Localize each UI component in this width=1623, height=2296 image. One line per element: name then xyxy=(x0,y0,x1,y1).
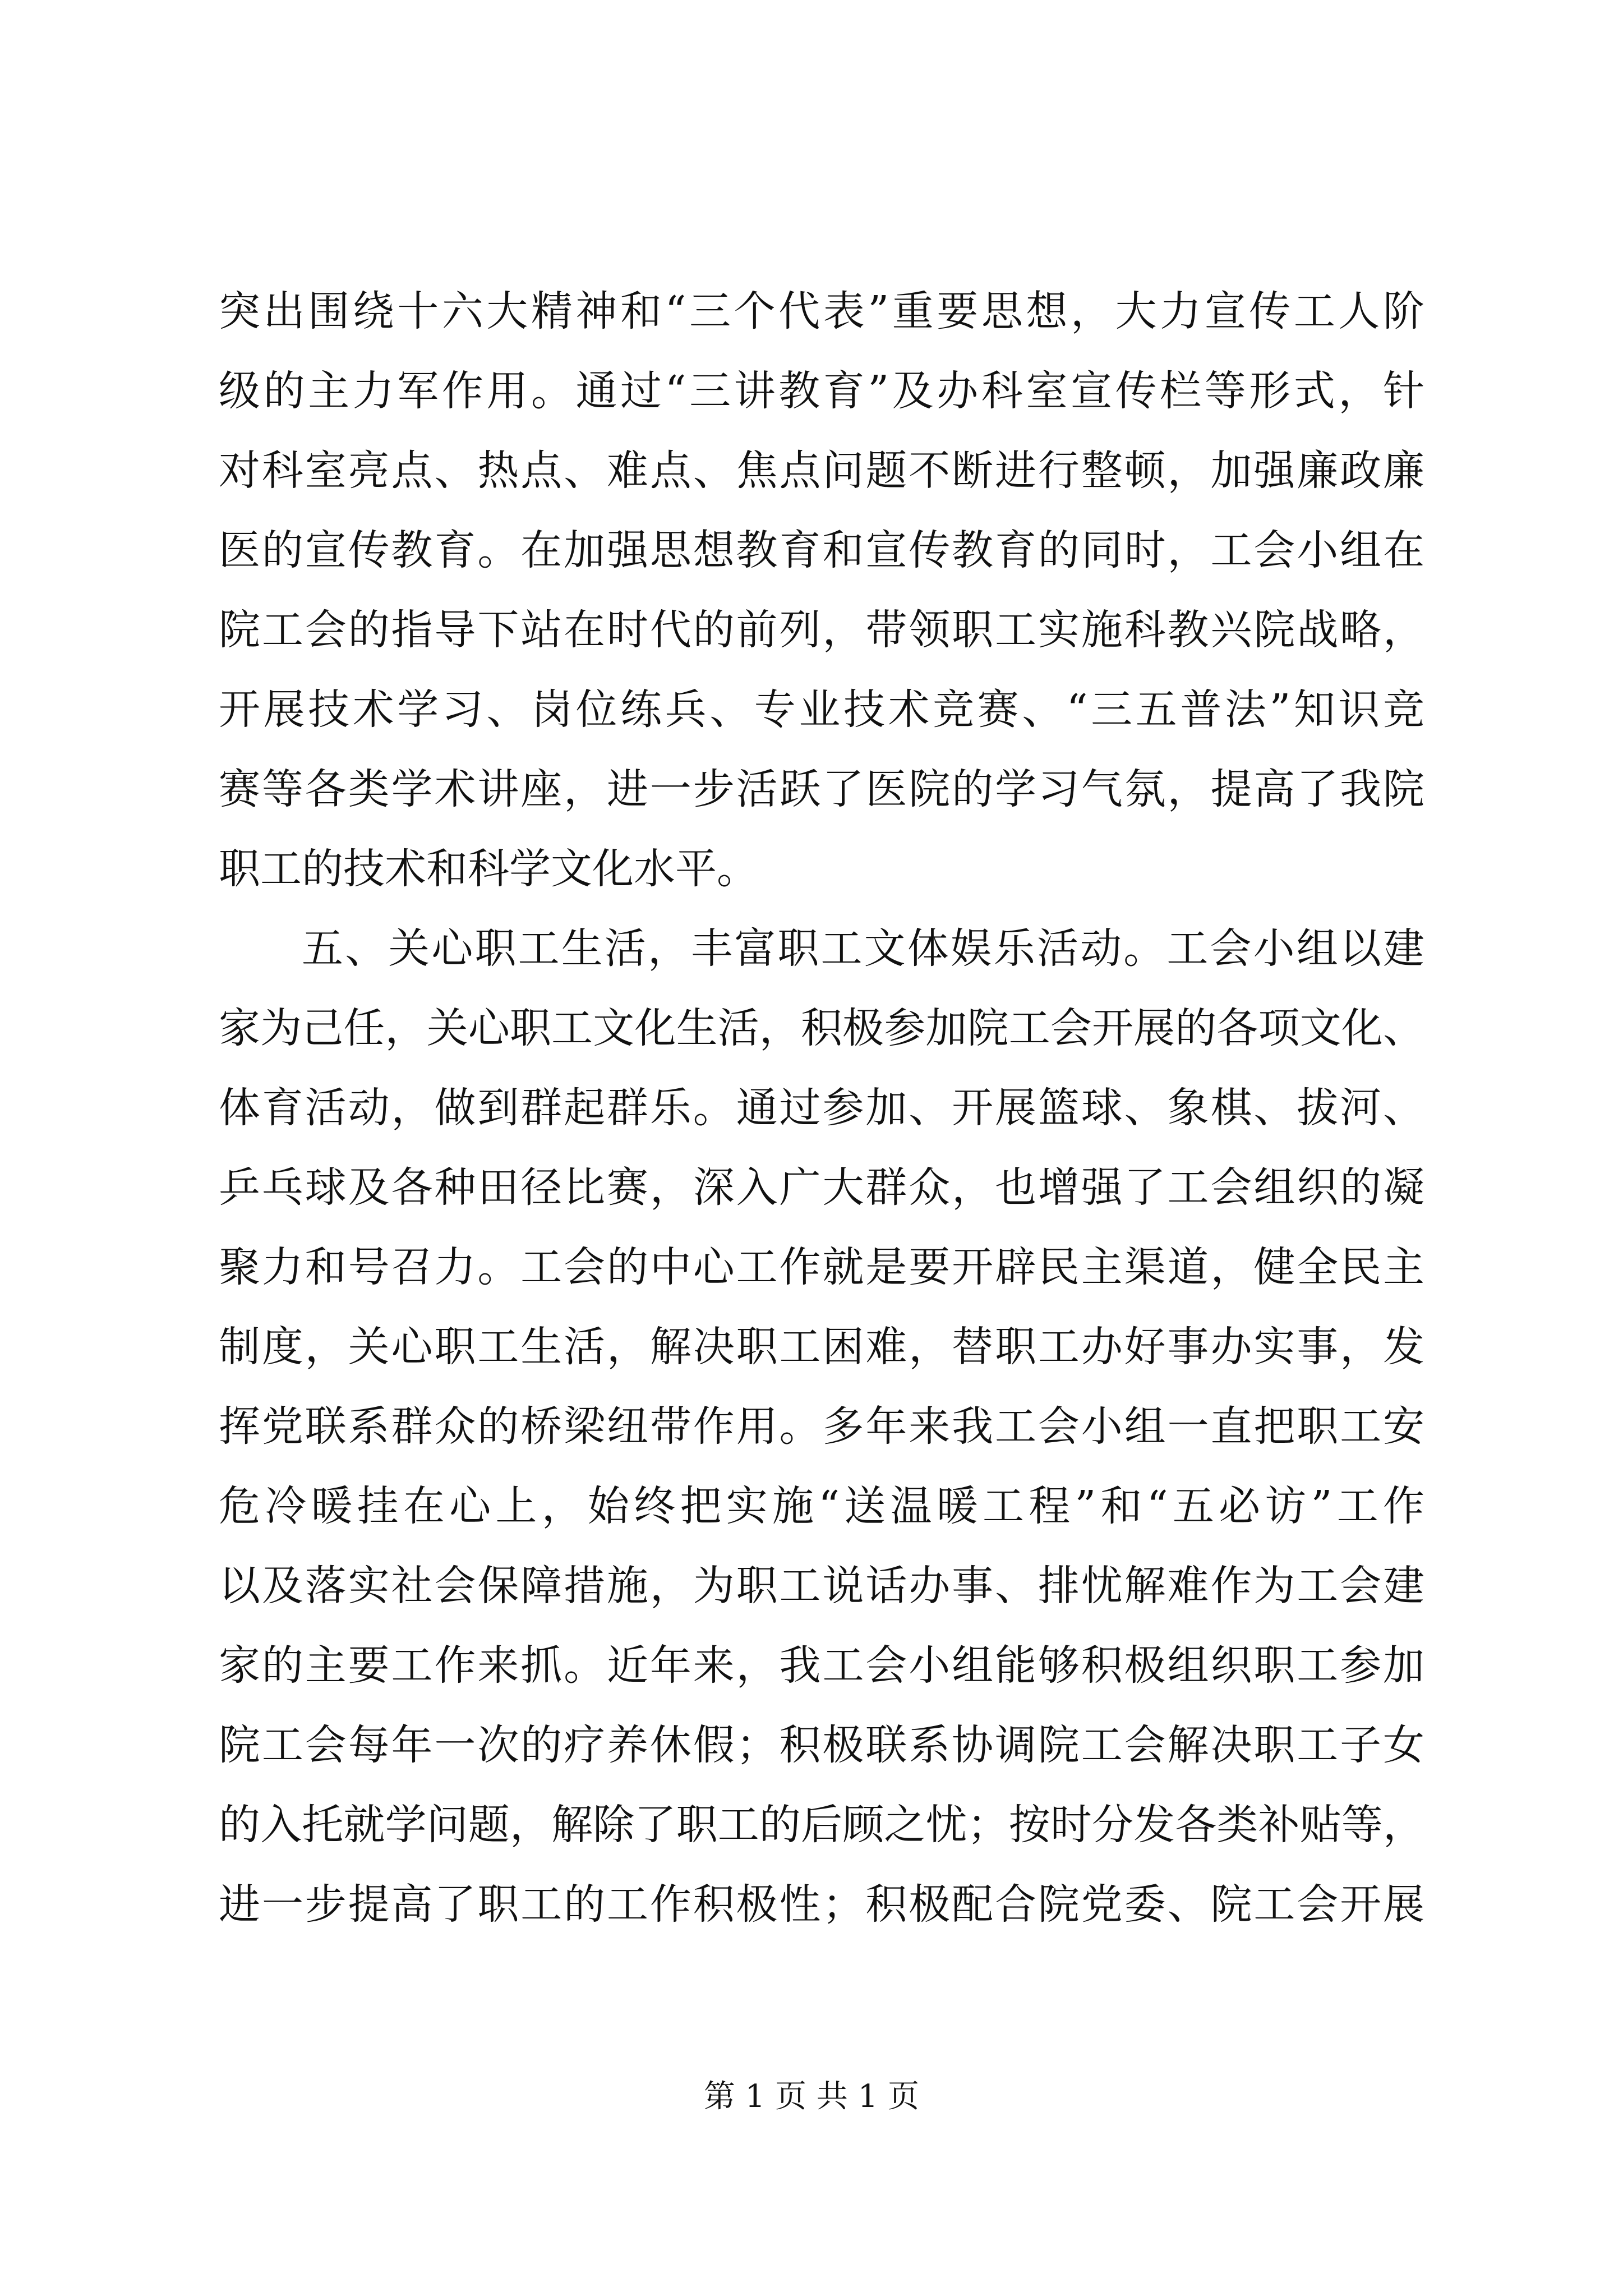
text-line: 挥党联系群众的桥梁纽带作用。多年来我工会小组一直把职工安 xyxy=(219,1402,1424,1451)
text-line: 开展技术学习、岗位练兵、专业技术竞赛、“三五普法”知识竞 xyxy=(219,685,1424,734)
text-line: 院工会每年一次的疗养休假；积极联系协调院工会解决职工子女 xyxy=(219,1721,1424,1769)
text-line: 级的主力军作用。通过“三讲教育”及办科室宣传栏等形式，针 xyxy=(219,367,1424,415)
text-line: 乒乓球及各种田径比赛，深入广大群众，也增强了工会组织的凝 xyxy=(219,1163,1424,1212)
text-line: 制度，关心职工生活，解决职工困难，替职工办好事办实事，发 xyxy=(219,1323,1424,1371)
text-line: 进一步提高了职工的工作积极性；积极配合院党委、院工会开展 xyxy=(219,1880,1424,1929)
text-line: 医的宣传教育。在加强思想教育和宣传教育的同时，工会小组在 xyxy=(219,526,1424,574)
text-line: 聚力和号召力。工会的中心工作就是要开辟民主渠道，健全民主 xyxy=(219,1243,1424,1291)
text-line: 院工会的指导下站在时代的前列，带领职工实施科教兴院战略， xyxy=(219,606,1424,654)
text-line: 家为己任，关心职工文化生活，积极参加院工会开展的各项文化、 xyxy=(219,1004,1424,1052)
text-line: 对科室亮点、热点、难点、焦点问题不断进行整顿，加强廉政廉 xyxy=(219,447,1424,495)
text-line: 体育活动，做到群起群乐。通过参加、开展篮球、象棋、拔河、 xyxy=(219,1084,1424,1132)
text-line: 家的主要工作来抓。近年来，我工会小组能够积极组织职工参加 xyxy=(219,1641,1424,1690)
text-line: 危冷暖挂在心上，始终把实施“送温暖工程”和“五必访”工作 xyxy=(219,1482,1424,1530)
page-number-footer: 第 1 页 共 1 页 xyxy=(703,2078,920,2115)
text-line: 以及落实社会保障措施，为职工说话办事、排忧解难作为工会建 xyxy=(219,1562,1424,1610)
text-line: 的入托就学问题，解除了职工的后顾之忧；按时分发各类补贴等， xyxy=(219,1801,1424,1849)
text-line: 职工的技术和科学文化水平。 xyxy=(219,845,758,893)
paragraph-heading-line: 五、关心职工生活，丰富职工文体娱乐活动。工会小组以建 xyxy=(302,924,1424,973)
text-line: 赛等各类学术讲座，进一步活跃了医院的学习气氛，提高了我院 xyxy=(219,765,1424,813)
text-line: 突出围绕十六大精神和“三个代表”重要思想，大力宣传工人阶 xyxy=(219,287,1424,335)
